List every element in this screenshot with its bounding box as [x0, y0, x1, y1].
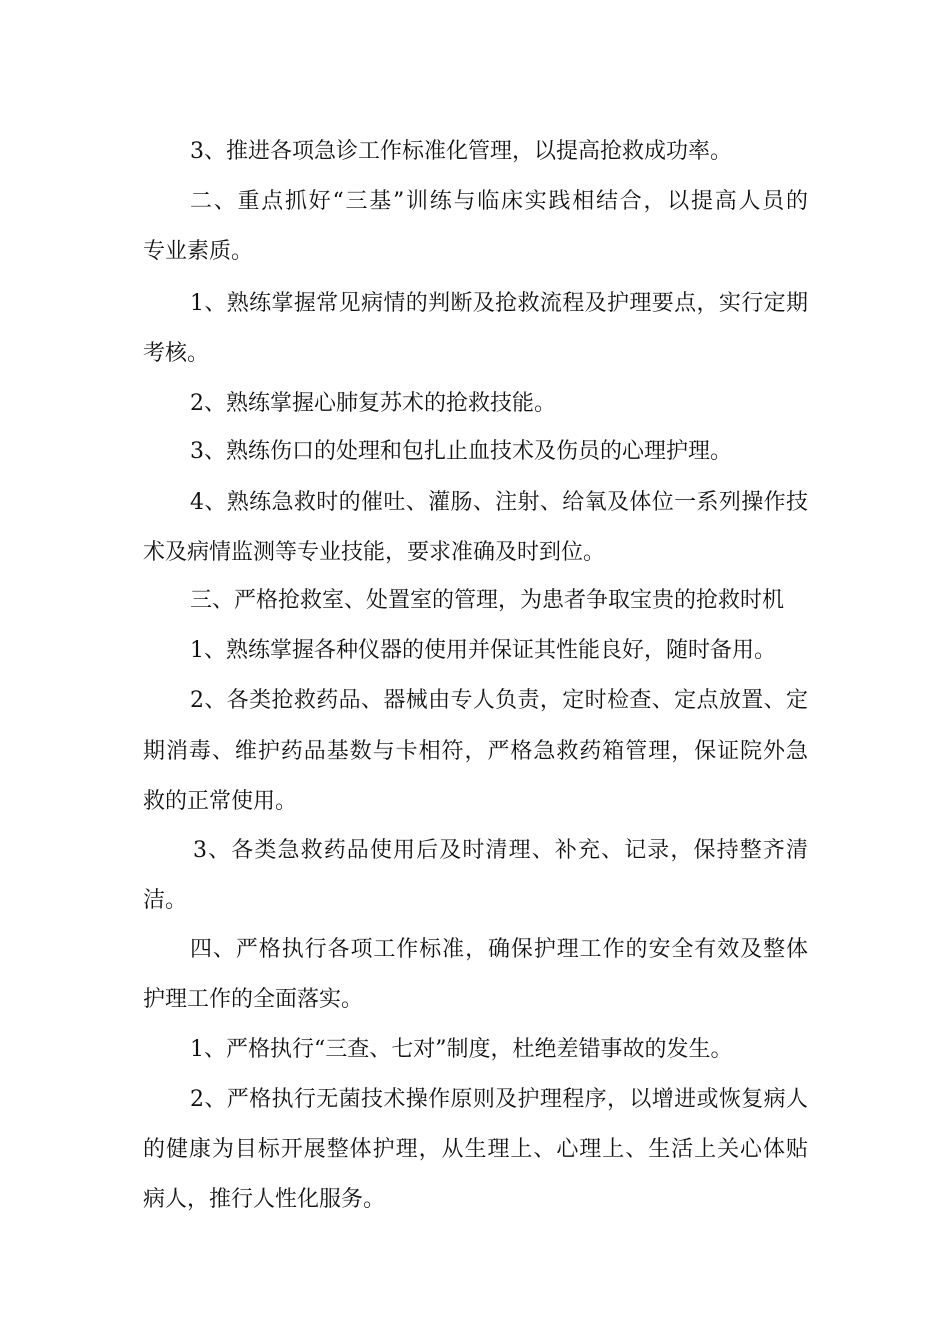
text-line: 2、熟练掌握心肺复苏术的抢救技能。 — [190, 391, 556, 416]
text-line: 3、推进各项急诊工作标准化管理，以提高抢救成功率。 — [190, 139, 732, 164]
text-line: 救的正常使用。 — [143, 789, 298, 814]
text-line: 二、重点抓好“三基”训练与临床实践相结合，以提高人员的 — [190, 189, 808, 214]
text-line: 1、熟练掌握常见病情的判断及抢救流程及护理要点，实行定期 — [190, 291, 808, 316]
text-line: 4、熟练急救时的催吐、灌肠、注射、给氧及体位一系列操作技 — [190, 490, 808, 515]
text-line: 考核。 — [143, 341, 210, 366]
text-line: 期消毒、维护药品基数与卡相符，严格急救药箱管理，保证院外急 — [143, 739, 808, 764]
text-line: 2、严格执行无菌技术操作原则及护理程序，以增进或恢复病人 — [190, 1087, 808, 1112]
text-line: 病人，推行人性化服务。 — [143, 1187, 386, 1212]
text-line: 四、严格执行各项工作标准，确保护理工作的安全有效及整体 — [190, 937, 808, 962]
text-line: 3、熟练伤口的处理和包扎止血技术及伤员的心理护理。 — [190, 439, 732, 464]
text-line: 1、严格执行“三查、七对”制度，杜绝差错事故的发生。 — [190, 1037, 733, 1062]
text-line: 专业素质。 — [143, 239, 254, 264]
text-line: 洁。 — [143, 888, 188, 913]
text-line: 术及病情监测等专业技能，要求准确及时到位。 — [143, 540, 606, 565]
text-line: 3、各类急救药品使用后及时清理、补充、记录，保持整齐清 — [193, 838, 808, 863]
text-line: 1、熟练掌握各种仪器的使用并保证其性能良好，随时备用。 — [190, 638, 776, 663]
text-line: 护理工作的全面落实。 — [143, 987, 364, 1012]
text-line: 的健康为目标开展整体护理，从生理上、心理上、生活上关心体贴 — [143, 1137, 808, 1162]
text-line: 2、各类抢救药品、器械由专人负责，定时检查、定点放置、定 — [190, 688, 808, 713]
text-line: 三、严格抢救室、处置室的管理，为患者争取宝贵的抢救时机 — [190, 588, 785, 613]
